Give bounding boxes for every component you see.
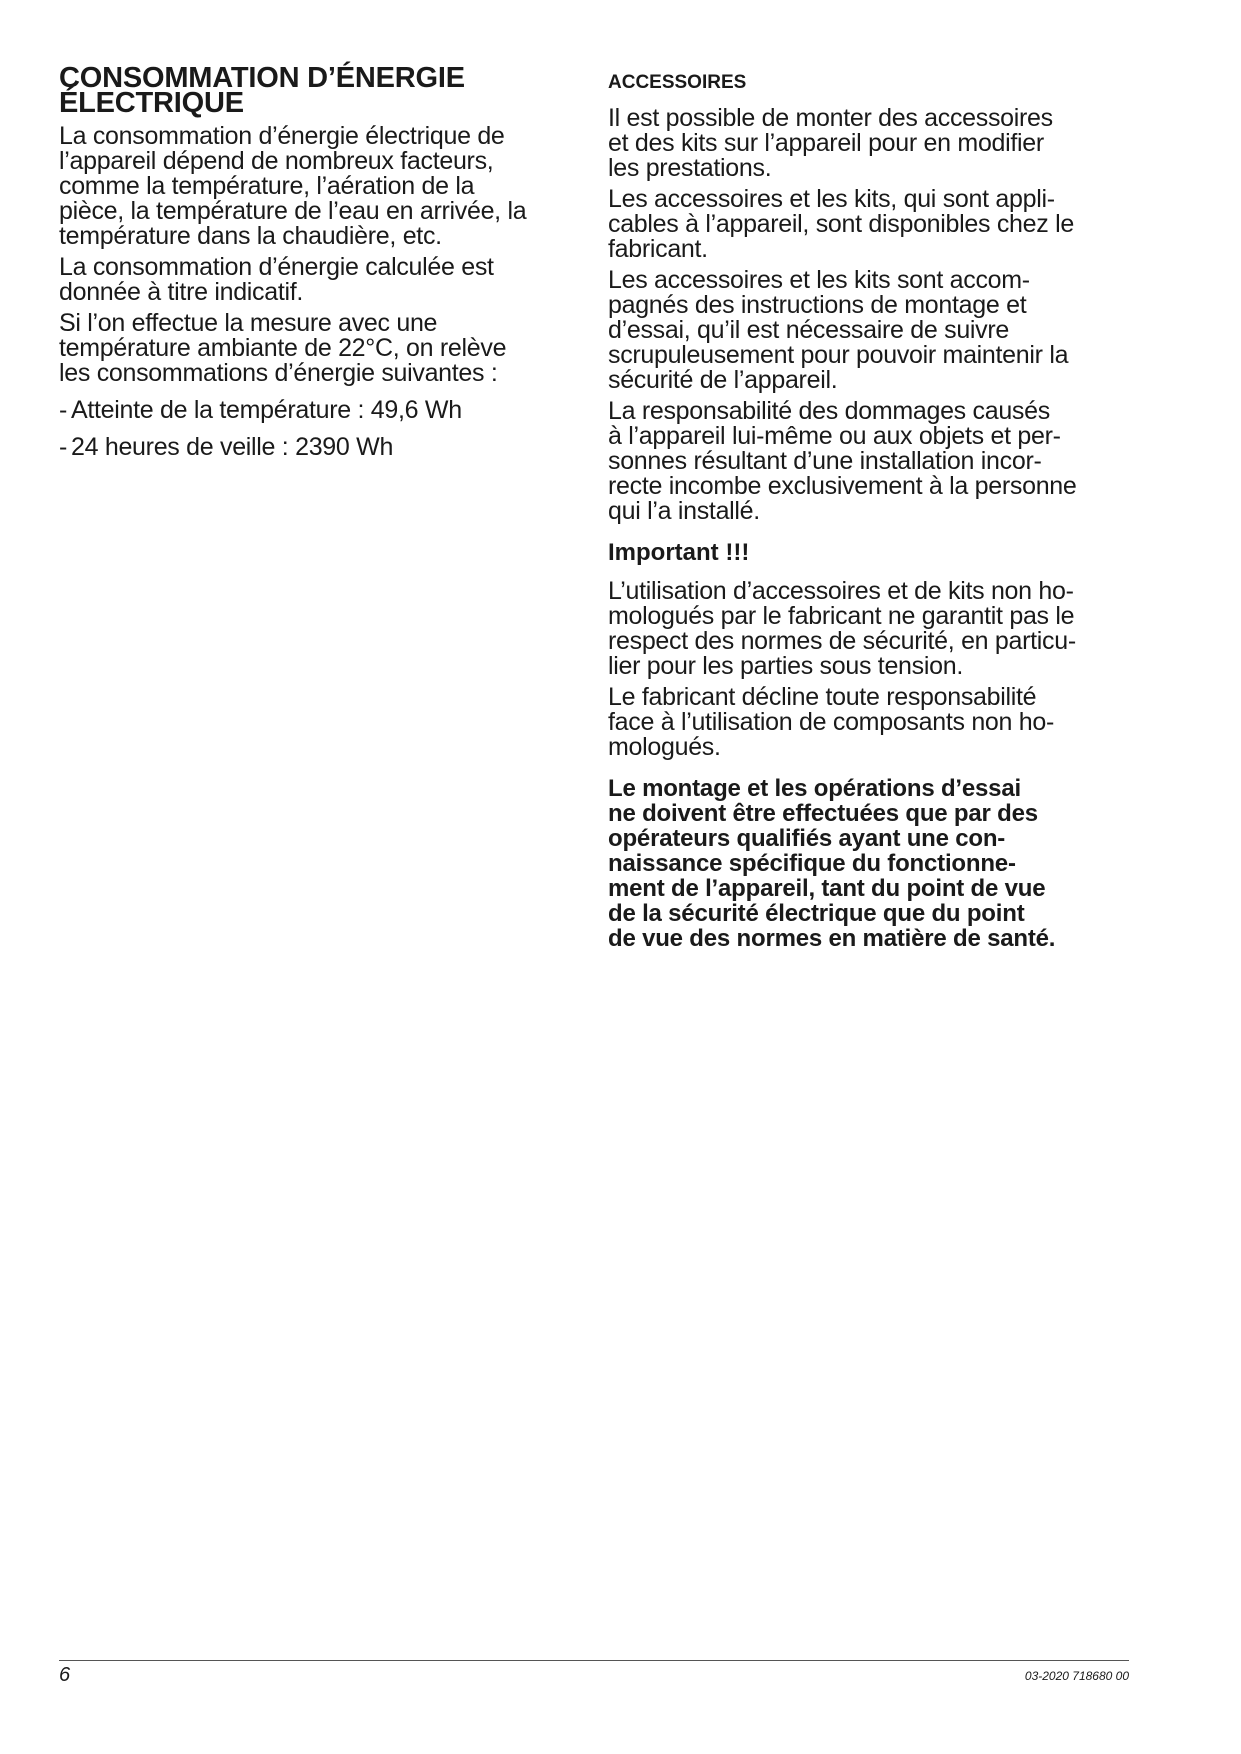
text-line: face à l’utilisation de composants non ho- bbox=[608, 708, 1055, 736]
paragraph-accessories-intro bbox=[608, 106, 1138, 181]
text-line: donnée à titre indicatif. bbox=[59, 278, 304, 306]
text-line: Si l’on effectue la mesure avec une bbox=[59, 309, 438, 337]
list-dash: - bbox=[59, 396, 68, 424]
text-line: l’appareil dépend de nombreux facteurs, bbox=[59, 147, 494, 175]
text-line: et des kits sur l’appareil pour en modifier bbox=[608, 129, 1044, 157]
text-line: les prestations. bbox=[608, 154, 772, 182]
text-line: température dans la chaudière, etc. bbox=[59, 222, 442, 250]
text-line: naissance spécifique du fonctionne- bbox=[608, 850, 1016, 877]
left-column bbox=[59, 62, 579, 461]
text-line: mologués par le fabricant ne garantit pas le bbox=[608, 602, 1075, 630]
text-line: pagnés des instructions de montage et bbox=[608, 291, 1027, 319]
bold-warning-block bbox=[608, 776, 1138, 951]
text-line: respect des normes de sécurité, en particu- bbox=[608, 627, 1076, 655]
text-line: qui l’a installé. bbox=[608, 497, 760, 525]
text-line: fabricant. bbox=[608, 235, 708, 263]
paragraph-energy-factors bbox=[59, 124, 579, 249]
text-line: lier pour les parties sous tension. bbox=[608, 652, 963, 680]
text-line: Les accessoires et les kits, qui sont appli- bbox=[608, 185, 1055, 213]
document-code: 03-2020 718680 00 bbox=[1024, 1669, 1129, 1683]
text-line: d’essai, qu’il est nécessaire de suivre bbox=[608, 316, 1010, 344]
heading-line: ÉLECTRIQUE bbox=[59, 87, 244, 119]
text-line: ment de l’appareil, tant du point de vue bbox=[608, 875, 1046, 902]
list-dash: - bbox=[59, 433, 68, 461]
text-line: de la sécurité électrique que du point bbox=[608, 900, 1025, 927]
text-line: pièce, la température de l’eau en arrivée, la bbox=[59, 197, 527, 225]
text-line: La consommation d’énergie électrique de bbox=[59, 122, 505, 150]
paragraph-responsibility bbox=[608, 399, 1138, 524]
text-line: La responsabilité des dommages causés bbox=[608, 397, 1050, 425]
text-line: scrupuleusement pour pouvoir maintenir la bbox=[608, 341, 1069, 369]
list-item-text: 24 heures de veille : 2390 Wh bbox=[71, 433, 394, 461]
text-line: à l’appareil lui-même ou aux objets et per- bbox=[608, 422, 1061, 450]
paragraph-instructions bbox=[608, 268, 1138, 393]
text-line: L’utilisation d’accessoires et de kits non ho- bbox=[608, 577, 1074, 605]
text-line: ne doivent être effectuées que par des bbox=[608, 800, 1038, 827]
section-heading-accessories: ACCESSOIRES bbox=[608, 72, 747, 93]
right-column bbox=[608, 66, 1138, 951]
text-line: opérateurs qualifiés ayant une con- bbox=[608, 825, 1006, 852]
text-line: recte incombe exclusivement à la personne bbox=[608, 472, 1077, 500]
text-line: Il est possible de monter des accessoires bbox=[608, 104, 1053, 132]
text-line: les consommations d’énergie suivantes : bbox=[59, 359, 498, 387]
text-line: La consommation d’énergie calculée est bbox=[59, 253, 494, 281]
text-line: mologués. bbox=[608, 733, 721, 761]
paragraph-indicative bbox=[59, 255, 579, 305]
text-line: température ambiante de 22°C, on relève bbox=[59, 334, 507, 362]
text-line: cables à l’appareil, sont disponibles chez le bbox=[608, 210, 1074, 238]
list-item bbox=[59, 435, 579, 460]
paragraph-measurement bbox=[59, 311, 579, 386]
text-line: Le montage et les opérations d’essai bbox=[608, 775, 1021, 802]
text-line: comme la température, l’aération de la bbox=[59, 172, 475, 200]
footer-divider bbox=[59, 1660, 1129, 1661]
text-line: de vue des normes en matière de santé. bbox=[608, 925, 1056, 952]
heading-line: CONSOMMATION D’ÉNERGIE bbox=[59, 62, 465, 94]
important-heading: Important !!! bbox=[608, 539, 750, 566]
page-number: 6 bbox=[59, 1664, 71, 1686]
text-line: sonnes résultant d’une installation incor- bbox=[608, 447, 1042, 475]
paragraph-non-approved bbox=[608, 579, 1138, 679]
paragraph-disclaimer bbox=[608, 685, 1138, 760]
paragraph-availability bbox=[608, 187, 1138, 262]
list-item-text: Atteinte de la température : 49,6 Wh bbox=[71, 396, 462, 424]
text-line: Les accessoires et les kits sont accom- bbox=[608, 266, 1030, 294]
list-item bbox=[59, 398, 579, 423]
section-heading-energy bbox=[59, 62, 579, 119]
text-line: Le fabricant décline toute responsabilité bbox=[608, 683, 1037, 711]
text-line: sécurité de l’appareil. bbox=[608, 366, 838, 394]
